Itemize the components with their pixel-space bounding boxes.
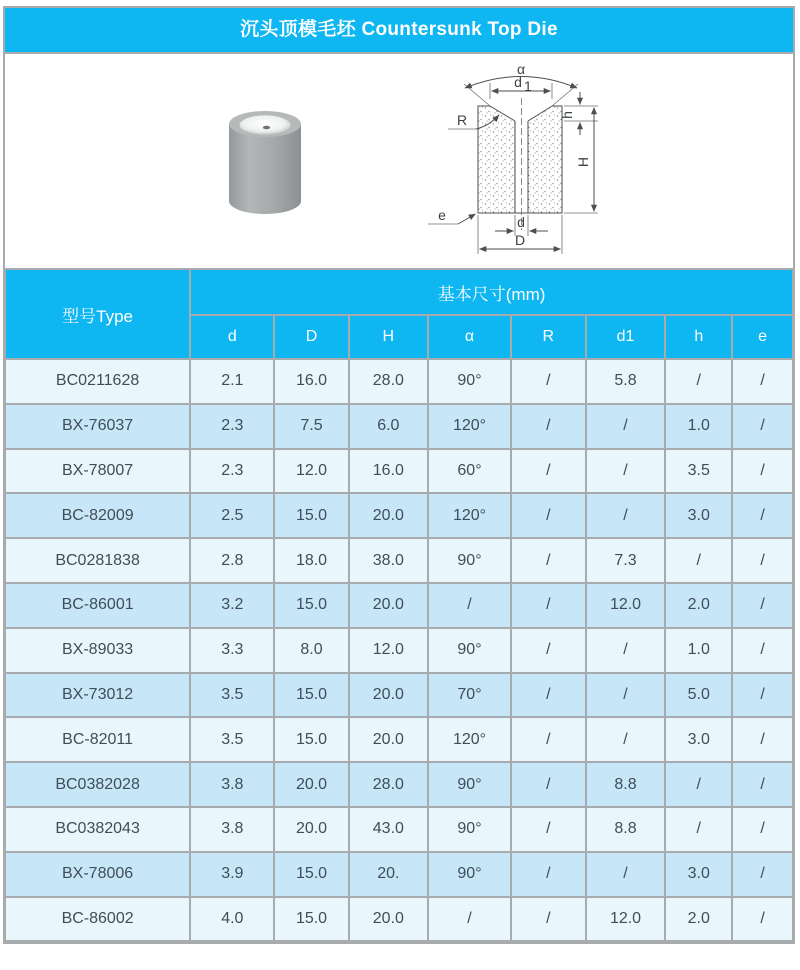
table-row — [5, 673, 793, 718]
value-cell: 3.0 — [665, 852, 732, 897]
value-cell: 120° — [428, 493, 511, 538]
value-cell: 70° — [428, 673, 511, 718]
value-cell: 16.0 — [349, 449, 429, 494]
value-cell: / — [732, 807, 793, 852]
value-cell: 1.0 — [665, 404, 732, 449]
table-row — [5, 359, 793, 404]
col-header-d: d — [190, 315, 274, 359]
value-cell: / — [511, 493, 586, 538]
value-cell: 120° — [428, 404, 511, 449]
value-cell: / — [665, 807, 732, 852]
type-cell: BC-82011 — [5, 717, 190, 762]
value-cell: 12.0 — [586, 583, 666, 628]
figure-section — [5, 52, 793, 268]
value-cell: 5.8 — [586, 359, 666, 404]
value-cell: 90° — [428, 852, 511, 897]
value-cell: 60° — [428, 449, 511, 494]
value-cell: 2.5 — [190, 493, 274, 538]
spec-table-body — [5, 359, 793, 941]
value-cell: 12.0 — [274, 449, 348, 494]
value-cell: 1.0 — [665, 628, 732, 673]
value-cell: / — [732, 673, 793, 718]
product-photo — [225, 108, 305, 218]
diagram-label-e: e — [438, 207, 446, 223]
value-cell: / — [586, 852, 666, 897]
col-header-D: D — [274, 315, 348, 359]
col-header-e: e — [732, 315, 793, 359]
value-cell: 28.0 — [349, 762, 429, 807]
diagram-label-d: d — [517, 214, 525, 230]
value-cell: / — [511, 404, 586, 449]
value-cell: 90° — [428, 359, 511, 404]
value-cell: 2.0 — [665, 583, 732, 628]
value-cell: / — [511, 673, 586, 718]
diagram-label-alpha: α — [516, 61, 526, 77]
col-header-alpha: α — [428, 315, 511, 359]
value-cell: 3.5 — [665, 449, 732, 494]
type-cell: BX-78007 — [5, 449, 190, 494]
type-cell: BX-78006 — [5, 852, 190, 897]
value-cell: / — [511, 583, 586, 628]
value-cell: 2.0 — [665, 897, 732, 942]
value-cell: 20. — [349, 852, 429, 897]
value-cell: 15.0 — [274, 493, 348, 538]
value-cell: / — [665, 359, 732, 404]
value-cell: / — [511, 807, 586, 852]
type-cell: BC-82009 — [5, 493, 190, 538]
value-cell: 120° — [428, 717, 511, 762]
value-cell: / — [586, 493, 666, 538]
value-cell: 3.0 — [665, 717, 732, 762]
value-cell: 20.0 — [349, 897, 429, 942]
value-cell: 3.5 — [190, 673, 274, 718]
value-cell: / — [586, 673, 666, 718]
table-row — [5, 897, 793, 942]
value-cell: 90° — [428, 807, 511, 852]
value-cell: / — [511, 717, 586, 762]
type-cell: BC0382043 — [5, 807, 190, 852]
type-cell: BC0281838 — [5, 538, 190, 583]
type-cell: BC0382028 — [5, 762, 190, 807]
value-cell: / — [511, 449, 586, 494]
value-cell: 15.0 — [274, 673, 348, 718]
value-cell: 3.2 — [190, 583, 274, 628]
value-cell: / — [665, 762, 732, 807]
value-cell: 43.0 — [349, 807, 429, 852]
value-cell: 15.0 — [274, 583, 348, 628]
value-cell: 2.1 — [190, 359, 274, 404]
value-cell: / — [511, 538, 586, 583]
value-cell: 3.0 — [665, 493, 732, 538]
product-spec-panel — [3, 6, 795, 944]
col-header-h: h — [665, 315, 732, 359]
value-cell: 90° — [428, 762, 511, 807]
value-cell: 2.3 — [190, 449, 274, 494]
value-cell: / — [732, 852, 793, 897]
value-cell: 7.5 — [274, 404, 348, 449]
value-cell: 3.9 — [190, 852, 274, 897]
diagram-label-d1: d — [514, 74, 522, 90]
value-cell: 6.0 — [349, 404, 429, 449]
value-cell: 3.8 — [190, 807, 274, 852]
value-cell: 5.0 — [665, 673, 732, 718]
value-cell: 20.0 — [349, 673, 429, 718]
table-row — [5, 762, 793, 807]
value-cell: / — [511, 762, 586, 807]
table-row — [5, 449, 793, 494]
value-cell: / — [586, 449, 666, 494]
value-cell: / — [511, 628, 586, 673]
value-cell: / — [732, 717, 793, 762]
value-cell: / — [665, 538, 732, 583]
value-cell: 3.5 — [190, 717, 274, 762]
value-cell: / — [732, 359, 793, 404]
value-cell: 28.0 — [349, 359, 429, 404]
value-cell: 38.0 — [349, 538, 429, 583]
table-row — [5, 628, 793, 673]
value-cell: / — [732, 628, 793, 673]
type-cell: BC0211628 — [5, 359, 190, 404]
type-cell: BC-86002 — [5, 897, 190, 942]
value-cell: / — [511, 359, 586, 404]
value-cell: / — [732, 449, 793, 494]
col-header-R: R — [511, 315, 586, 359]
table-row — [5, 807, 793, 852]
diagram-label-d1-sub: 1 — [524, 78, 532, 94]
value-cell: 20.0 — [349, 493, 429, 538]
table-row — [5, 852, 793, 897]
value-cell: 20.0 — [349, 717, 429, 762]
value-cell: / — [732, 897, 793, 942]
value-cell: 4.0 — [190, 897, 274, 942]
value-cell: / — [586, 628, 666, 673]
value-cell: / — [511, 897, 586, 942]
value-cell: 90° — [428, 628, 511, 673]
diagram-label-R: R — [456, 112, 468, 128]
type-cell: BX-73012 — [5, 673, 190, 718]
diagram-label-H: H — [575, 156, 591, 168]
table-row — [5, 404, 793, 449]
value-cell: 18.0 — [274, 538, 348, 583]
value-cell: 7.3 — [586, 538, 666, 583]
col-header-H: H — [349, 315, 429, 359]
diagram-label-h: h — [559, 111, 575, 119]
value-cell: 12.0 — [349, 628, 429, 673]
col-group-header-dimensions: 基本尺寸(mm) — [190, 269, 793, 315]
table-row — [5, 493, 793, 538]
diagram-label-D: D — [514, 232, 526, 248]
value-cell: / — [511, 852, 586, 897]
table-row — [5, 583, 793, 628]
table-row — [5, 717, 793, 762]
value-cell: / — [428, 897, 511, 942]
spec-table — [4, 268, 794, 942]
dimension-diagram — [420, 58, 620, 264]
value-cell: 3.3 — [190, 628, 274, 673]
value-cell: / — [732, 583, 793, 628]
value-cell: 3.8 — [190, 762, 274, 807]
value-cell: / — [586, 717, 666, 762]
table-row — [5, 538, 793, 583]
value-cell: 8.0 — [274, 628, 348, 673]
value-cell: / — [732, 762, 793, 807]
value-cell: 90° — [428, 538, 511, 583]
page-title: 沉头顶模毛坯 Countersunk Top Die — [5, 8, 793, 52]
value-cell: 20.0 — [349, 583, 429, 628]
value-cell: 16.0 — [274, 359, 348, 404]
value-cell: 15.0 — [274, 852, 348, 897]
value-cell: / — [732, 538, 793, 583]
value-cell: 20.0 — [274, 762, 348, 807]
value-cell: / — [428, 583, 511, 628]
value-cell: 15.0 — [274, 897, 348, 942]
value-cell: 12.0 — [586, 897, 666, 942]
value-cell: / — [732, 493, 793, 538]
type-cell: BC-86001 — [5, 583, 190, 628]
value-cell: / — [732, 404, 793, 449]
type-cell: BX-76037 — [5, 404, 190, 449]
value-cell: 2.8 — [190, 538, 274, 583]
value-cell: 15.0 — [274, 717, 348, 762]
value-cell: 20.0 — [274, 807, 348, 852]
value-cell: 8.8 — [586, 762, 666, 807]
col-header-type: 型号Type — [5, 269, 190, 359]
value-cell: / — [586, 404, 666, 449]
type-cell: BX-89033 — [5, 628, 190, 673]
value-cell: 2.3 — [190, 404, 274, 449]
value-cell: 8.8 — [586, 807, 666, 852]
col-header-d1: d1 — [586, 315, 666, 359]
